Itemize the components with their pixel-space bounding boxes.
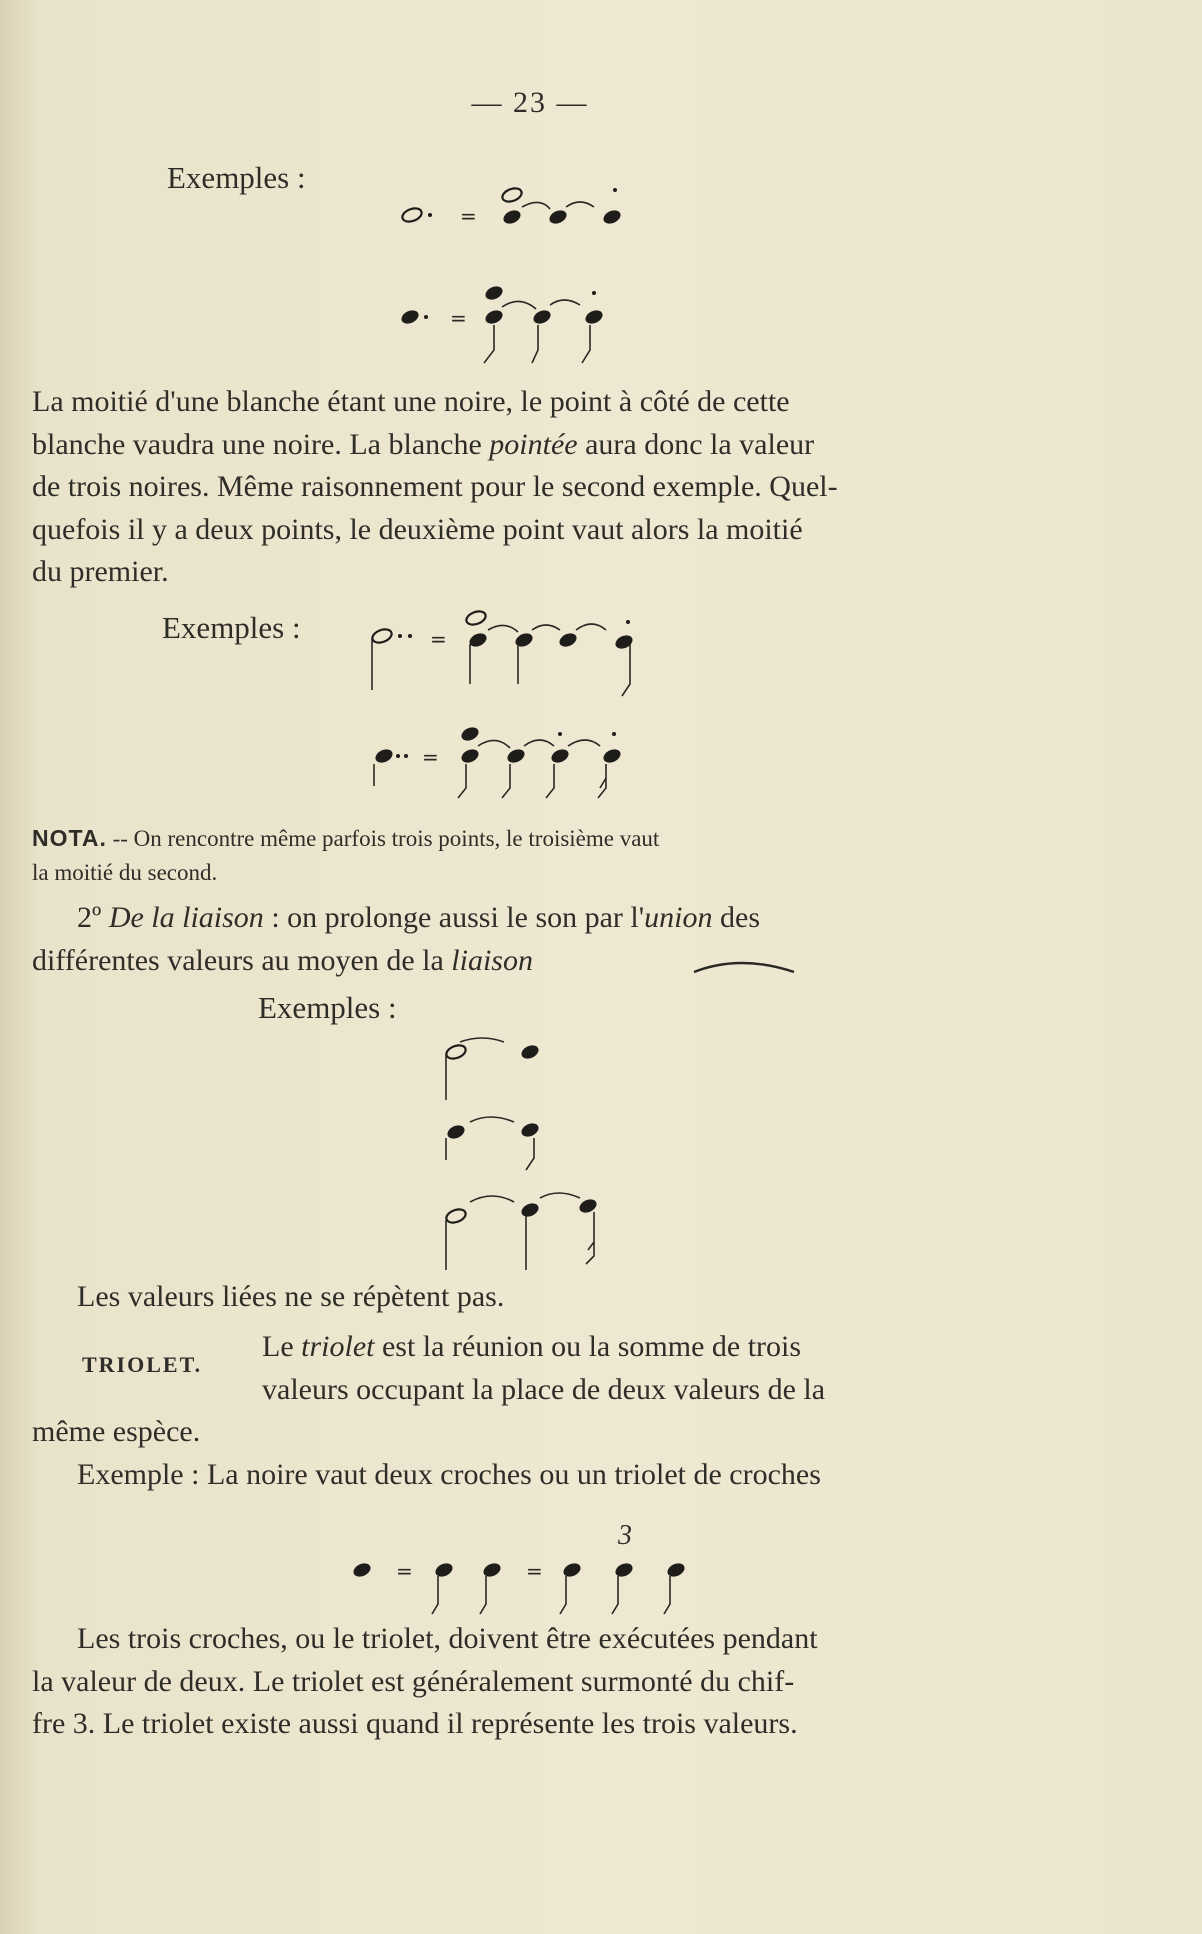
- triolet-line-1a: Le: [262, 1330, 302, 1363]
- p1-line-2: [32, 424, 1022, 467]
- liaison-text-b: des: [712, 901, 761, 934]
- triplet-example: [340, 1548, 700, 1628]
- p1-line-2b: aura donc la valeur: [577, 427, 815, 461]
- svg-text:=: =: [460, 204, 477, 228]
- triolet-line-2: valeurs occupant la place de deux valeurs de la: [262, 1372, 826, 1406]
- liaison-num: 2º: [77, 901, 109, 934]
- nota-line-1: [32, 821, 1022, 856]
- final-line-1: Les trois croches, ou le triolet, doivent être exécutées pendant: [77, 1622, 818, 1655]
- liaison-union: union: [644, 901, 713, 934]
- triplet-number: 3: [618, 1520, 632, 1551]
- liaison-line-1: [32, 897, 1022, 940]
- triolet-margin-title: TRIOLET.: [82, 1352, 203, 1377]
- nota-text-1: -- On rencontre même parfois trois points, le troisième vaut: [106, 826, 660, 851]
- tie-symbol: [690, 950, 800, 980]
- triolet-line-3: même espèce.: [32, 1415, 201, 1448]
- page-number: — 23 —: [471, 86, 589, 119]
- nota-line-2: la moitié du second.: [32, 860, 218, 885]
- triolet-indented: [262, 1326, 1022, 1411]
- dotted-notes-example: [390, 175, 640, 375]
- svg-text:=: =: [396, 1559, 413, 1583]
- paragraph-final: [32, 1618, 1022, 1746]
- p1-line-5: du premier.: [32, 555, 169, 588]
- examples-label-1: Exemples :: [167, 160, 306, 195]
- paragraph-dotted-notes: [32, 381, 1022, 594]
- examples-label-3: Exemples :: [258, 990, 397, 1025]
- liaison-line-2: [32, 940, 1022, 983]
- triolet-line-1b: est la réunion ou la somme de trois: [374, 1330, 802, 1363]
- liaison-text-a: : on prolonge aussi le son par l': [263, 901, 645, 934]
- triolet-word: triolet: [301, 1330, 375, 1363]
- paragraph-liaison: [32, 897, 1022, 982]
- final-line-3: fre 3. Le triolet existe aussi quand il représente les trois valeurs.: [32, 1707, 798, 1740]
- tied-notes-example: [430, 1030, 630, 1280]
- final-line-2: la valeur de deux. Le triolet est généralement surmonté du chif-: [32, 1664, 795, 1698]
- svg-text:=: =: [450, 306, 467, 330]
- paragraph-liees: [32, 1276, 1022, 1319]
- double-dotted-notes-example: [360, 600, 660, 820]
- p1-pointee: pointée: [489, 427, 578, 461]
- triolet-line-1: [262, 1326, 1022, 1369]
- triolet-example-line: Exemple : La noire vaut deux croches ou un triolet de croches: [77, 1457, 821, 1491]
- nota-title: NOTA.: [32, 825, 107, 851]
- liees-text: Les valeurs liées ne se répètent pas.: [77, 1280, 505, 1313]
- p1-line-1: La moitié d'une blanche étant une noire, le point à côté de cette: [32, 385, 790, 418]
- triolet-continued: [32, 1411, 1022, 1496]
- examples-label-2: Exemples :: [162, 610, 301, 645]
- p1-line-4: quefois il y a deux points, le deuxième point vaut alors la moitié: [32, 512, 803, 546]
- svg-text:=: =: [526, 1559, 543, 1583]
- liaison-line-2a: différentes valeurs au moyen de la: [32, 943, 452, 977]
- liaison-title: De la liaison: [108, 901, 264, 934]
- nota-block: [32, 821, 1022, 890]
- p1-line-3: de trois noires. Même raisonnement pour le second exemple. Quel-: [32, 470, 838, 503]
- svg-text:=: =: [422, 745, 439, 769]
- svg-text:=: =: [430, 627, 447, 651]
- p1-line-2a: blanche vaudra une noire. La blanche: [32, 427, 490, 461]
- liaison-word: liaison: [451, 943, 533, 977]
